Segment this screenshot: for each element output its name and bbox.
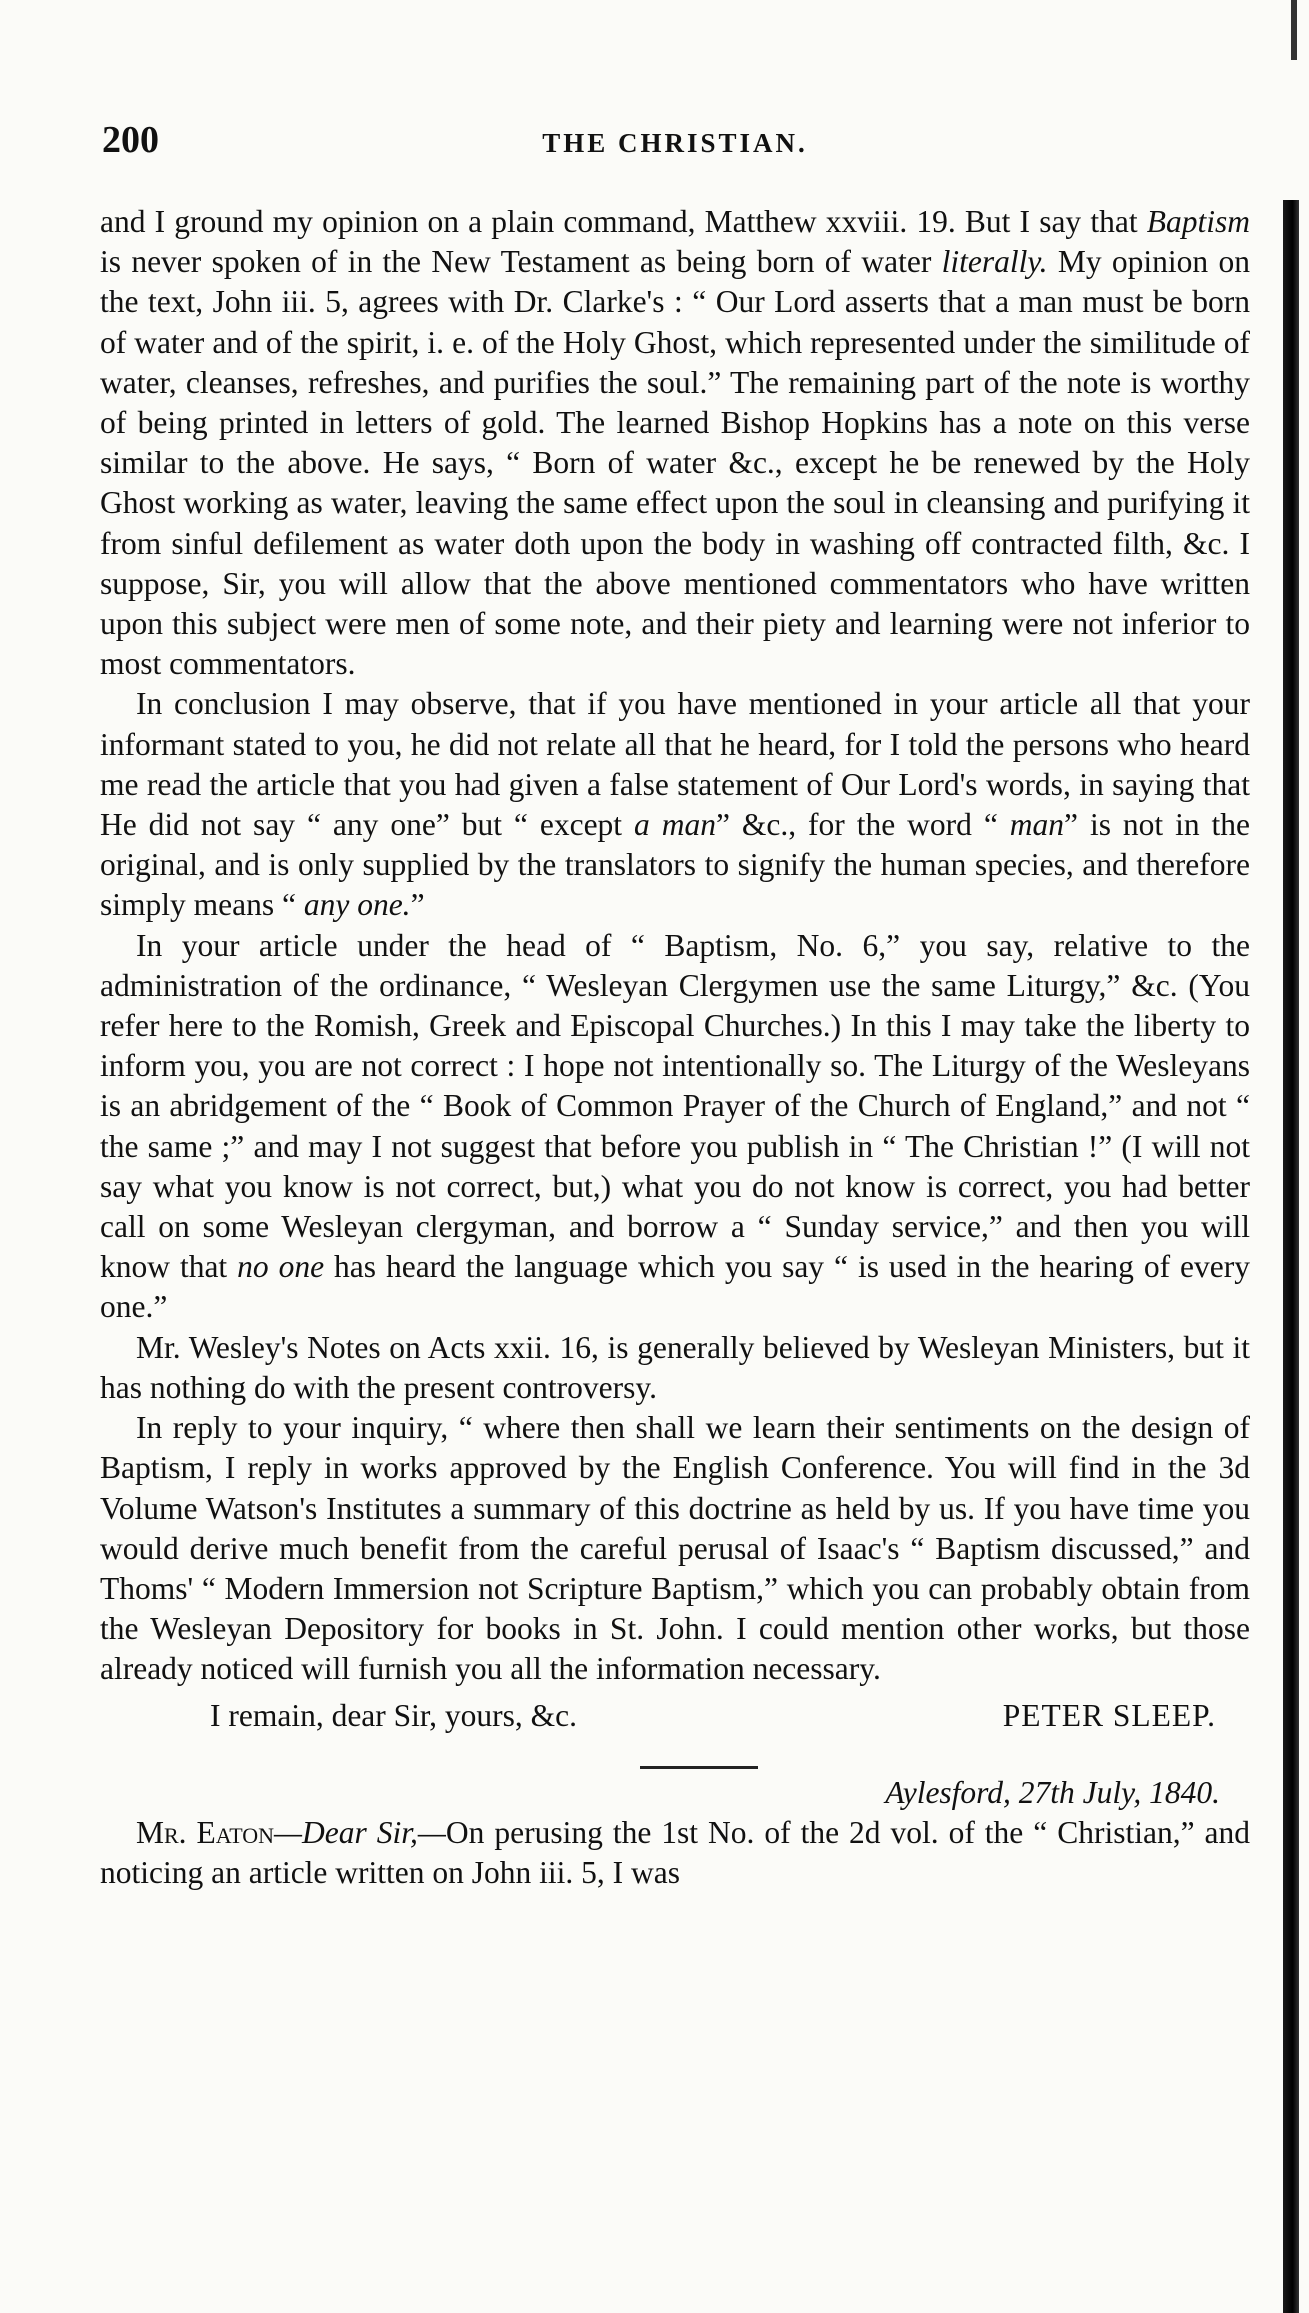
letter-closing xyxy=(100,1696,1250,1740)
italic-text: any one. xyxy=(303,887,411,923)
binding-shadow xyxy=(1283,200,1299,2313)
paragraph-text: ” is not in the original, and is only supplied by the translators to signify the human species, and therefore simply means “ xyxy=(100,807,1251,923)
paragraph xyxy=(100,202,1250,684)
dateline: Aylesford, 27th July, 1840. xyxy=(885,1774,1220,1810)
paragraph-text: My opinion on the text, John iii. 5, agrees with Dr. Clarke's : “ Our Lord asserts that a man must be born of water and of the spirit, i. e. of the Holy Ghost, which represented under the similitude of water, cleanses, refreshes, and purifies the soul.” The remaining part of the note is worthy of being printed in letters of gold. The learned Bishop Hopkins has a note on this verse similar to the above. He says, “ Born of water &c., except he be renewed by the Holy Ghost working as water, leaving the same effect upon the soul in cleansing and purifying it from sinful defilement as water doth upon the body in washing off contracted filth, &c. I suppose, Sir, you will allow that the above mentioned commentators who have written upon this subject were men of some note, and their piety and learning were not inferior to most commentators. xyxy=(100,244,1250,682)
running-head: THE CHRISTIAN. xyxy=(542,128,808,158)
page-header xyxy=(100,118,1250,178)
paragraph-text: In reply to your inquiry, “ where then shall we learn their sentiments on the design of Baptism, I reply in works approved by the English Conference. You will find in the 3d Volume Watson's Institutes a summary of this doctrine as held by us. If you have time you would derive much benefit from the careful perusal of Isaac's “ Baptism discussed,” and Thoms' “ Modern Immersion not Scripture Baptism,” which you can probably obtain from the Wesleyan Depository for books in St. John. I could mention other works, but those already noticed will furnish you all the information necessary. xyxy=(100,1410,1250,1687)
paragraph-text: ” xyxy=(410,887,425,923)
paragraph xyxy=(100,1328,1250,1408)
letter-body xyxy=(100,202,1250,1690)
paragraph-text: Mr. Wesley's Notes on Acts xxii. 16, is generally believed by Wesleyan Ministers, but it has nothing do with the present controversy. xyxy=(100,1329,1250,1405)
salutation: —Dear Sir,— xyxy=(274,1814,446,1850)
paragraph-text: and I ground my opinion on a plain command, Matthew xxviii. 19. But I say that xyxy=(100,204,1147,239)
italic-text: no one xyxy=(237,1249,325,1285)
paragraph xyxy=(100,684,1250,925)
italic-text: Baptism xyxy=(1146,204,1250,239)
next-letter-opening xyxy=(100,1813,1250,1893)
binding-shadow-top xyxy=(1291,0,1297,60)
italic-text: literally. xyxy=(941,244,1048,280)
paragraph-text: In your article under the head of “ Baptism, No. 6,” you say, relative to the administration of the ordinance, “ Wesleyan Clergymen use the same Liturgy,” &c. (You refer here to the Romish, Greek and Episcopal Churches.) In this I may take the liberty to inform you, you are not correct : I hope not intentionally so. The Liturgy of the Wesleyans is an abridgement of the “ Book of Common Prayer of the Church of England,” and not “ the same ;” and may I not suggest that before you publish in “ The Christian !” (I will not say what you know is not correct, but,) what you do not know is correct, you had better call on some Wesleyan clergyman, and borrow a “ Sunday service,” and then you will know that xyxy=(100,927,1250,1285)
addressee: Mr. Eaton xyxy=(136,1814,275,1850)
italic-text: man xyxy=(1009,807,1065,843)
page-number: 200 xyxy=(102,119,159,161)
next-letter-text: On perusing the 1st No. of the 2d vol. of the “ Christian,” and noticing an article written on John iii. 5, I was xyxy=(100,1814,1250,1890)
valediction: I remain, dear Sir, yours, &c. xyxy=(210,1697,578,1733)
section-divider xyxy=(640,1766,758,1769)
paragraph-text: ” &c., for the word “ xyxy=(715,807,1010,843)
italic-text: a man xyxy=(634,807,716,843)
paragraph-text: In conclusion I may observe, that if you have mentioned in your article all that your informant stated to you, he did not relate all that he heard, for I told the persons who heard me read the article that you had given a false statement of Our Lord's words, in saying that He did not say “ any one” but “ except xyxy=(100,686,1250,843)
paragraph-text: has heard the language which you say “ is used in the hearing of every one.” xyxy=(100,1249,1251,1325)
paragraph xyxy=(100,926,1250,1328)
paragraph xyxy=(100,1408,1250,1689)
page xyxy=(100,118,1250,1893)
signature: PETER SLEEP. xyxy=(1002,1697,1216,1733)
paragraph-text: is never spoken of in the New Testament as being born of water xyxy=(100,244,942,280)
